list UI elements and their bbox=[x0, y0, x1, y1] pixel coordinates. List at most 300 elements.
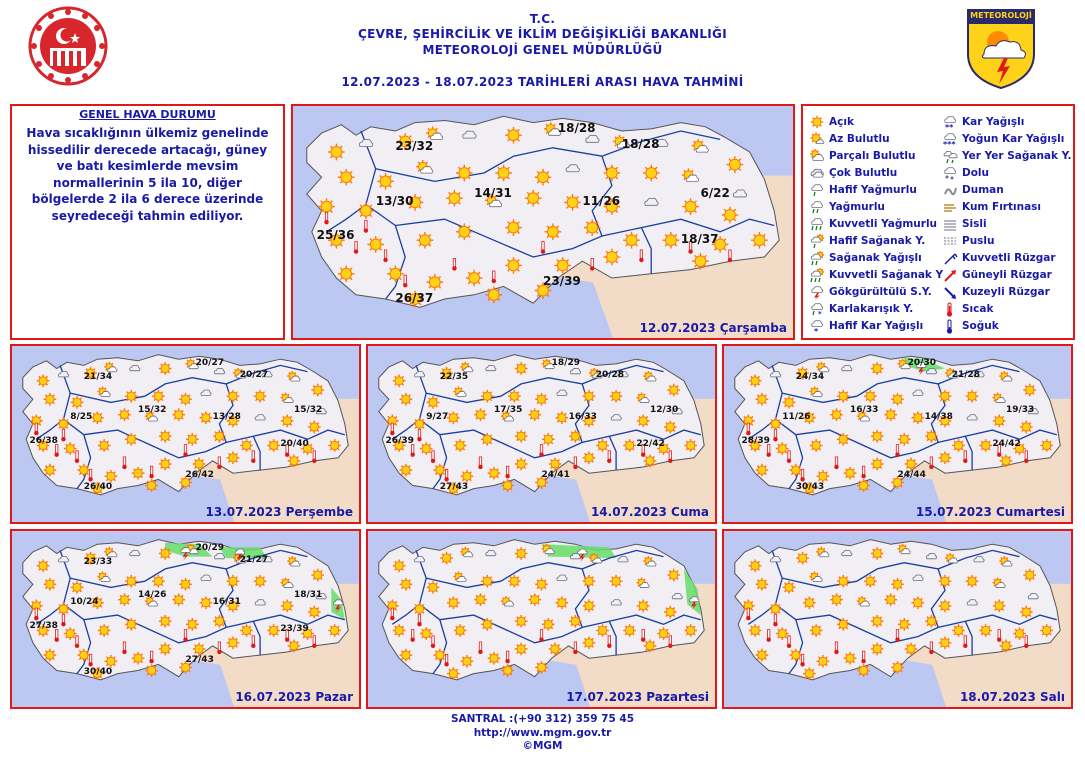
legend-item-label: Sisli bbox=[962, 217, 987, 230]
sun-icon bbox=[77, 464, 90, 477]
meteoroloji-logo-icon bbox=[966, 8, 1036, 90]
sun-icon bbox=[644, 455, 657, 468]
sun-icon bbox=[64, 442, 77, 455]
hot-icon bbox=[1024, 451, 1028, 463]
light-shower-icon bbox=[809, 233, 825, 249]
legend-item bbox=[942, 113, 1072, 130]
temperature-label: 16/33 bbox=[850, 405, 879, 416]
temperature-label: 21/28 bbox=[951, 370, 981, 381]
sun-icon bbox=[213, 615, 226, 628]
sun-icon bbox=[637, 599, 650, 612]
sun-icon bbox=[979, 624, 992, 637]
sun-icon bbox=[515, 547, 528, 560]
sun-icon bbox=[939, 599, 952, 612]
temperature-label: 23/32 bbox=[395, 139, 434, 154]
legend-item-label: Kuvvetli Rüzgar bbox=[962, 251, 1056, 264]
sun-icon bbox=[288, 455, 301, 468]
legend-item-label: Duman bbox=[962, 183, 1004, 196]
sun-icon bbox=[179, 393, 192, 406]
sun-icon bbox=[796, 552, 809, 565]
sun-icon bbox=[884, 593, 897, 606]
sun-icon bbox=[817, 470, 830, 483]
sun-icon bbox=[871, 458, 884, 471]
sun-icon bbox=[159, 547, 172, 560]
legend-item-label: Soğuk bbox=[962, 319, 999, 332]
sun-icon bbox=[966, 575, 979, 588]
sun-icon bbox=[535, 169, 552, 186]
sun-icon bbox=[400, 464, 413, 477]
sun-icon bbox=[542, 618, 555, 631]
sun-small-cloud-icon bbox=[809, 131, 825, 147]
sun-icon bbox=[474, 408, 487, 421]
sun-icon bbox=[159, 458, 172, 471]
sun-icon bbox=[871, 430, 884, 443]
general-weather-text: Hava sıcaklığının ülkemiz genelinde hissedilir derecede artacağı, güney ve batı kesimlerde mevsim normallerinin 5 ila 10, diğer bölgelerde 2 ila 6 derece üzerinde seyredeceği tahmin ediliyor. bbox=[26, 126, 269, 223]
sun-icon bbox=[891, 393, 904, 406]
sun-icon bbox=[98, 439, 111, 452]
sun-icon bbox=[939, 390, 952, 403]
legend-item-label: Hafif Kar Yağışlı bbox=[829, 319, 924, 332]
legend-item-label: Güneyli Rüzgar bbox=[962, 268, 1052, 281]
sun-icon bbox=[426, 274, 443, 291]
hot-icon bbox=[478, 642, 482, 654]
sun-icon bbox=[105, 655, 118, 668]
sun-icon bbox=[871, 547, 884, 560]
temperature-label: 15/32 bbox=[138, 405, 167, 416]
sun-icon bbox=[837, 433, 850, 446]
legend-item bbox=[942, 317, 1072, 334]
sun-icon bbox=[311, 569, 324, 582]
legend-item bbox=[942, 266, 1072, 283]
hot-icon bbox=[607, 451, 611, 463]
temperature-label: 13/30 bbox=[375, 194, 414, 208]
hot-icon bbox=[997, 630, 1001, 642]
turkey-map bbox=[724, 531, 1071, 707]
legend-item-label: Kuvvetli Yağmurlu bbox=[829, 217, 938, 230]
hot-icon bbox=[539, 630, 543, 642]
sun-icon bbox=[159, 643, 172, 656]
sun-icon bbox=[756, 649, 769, 662]
hot-icon bbox=[746, 423, 750, 435]
general-weather-title: GENEL HAVA DURUMU bbox=[79, 108, 216, 121]
temperature-label: 26/37 bbox=[395, 290, 434, 305]
hot-icon bbox=[539, 445, 543, 457]
hot-icon bbox=[929, 457, 933, 469]
sun-icon bbox=[939, 451, 952, 464]
sun-icon bbox=[474, 593, 487, 606]
sun-icon bbox=[481, 575, 494, 588]
sun-icon bbox=[159, 430, 172, 443]
temperature-label: 23/39 bbox=[543, 273, 581, 288]
sun-icon bbox=[596, 439, 609, 452]
sun-icon bbox=[328, 624, 341, 637]
sun-icon bbox=[440, 552, 453, 565]
sun-icon bbox=[172, 408, 185, 421]
sun-icon bbox=[125, 433, 138, 446]
sun-icon bbox=[604, 165, 621, 182]
sun-icon bbox=[240, 439, 253, 452]
sun-icon bbox=[623, 439, 636, 452]
sun-icon bbox=[44, 393, 57, 406]
sun-icon bbox=[837, 390, 850, 403]
sun-icon bbox=[837, 618, 850, 631]
legend-item-label: Hafif Sağanak Y. bbox=[829, 234, 926, 247]
sun-icon bbox=[891, 661, 904, 674]
temperature-label: 14/38 bbox=[924, 411, 953, 422]
header-directorate: METEOROLOJİ GENEL MÜDÜRLÜĞÜ bbox=[422, 43, 663, 57]
sun-icon bbox=[508, 575, 521, 588]
temperature-label: 11/26 bbox=[582, 194, 621, 208]
snow-icon bbox=[942, 114, 958, 130]
sun-icon bbox=[644, 640, 657, 653]
sun-icon bbox=[456, 223, 473, 240]
hot-icon bbox=[787, 451, 791, 463]
svg-text:**: ** bbox=[945, 122, 954, 130]
hot-icon bbox=[444, 654, 448, 666]
sun-icon bbox=[528, 408, 541, 421]
svg-text:***: *** bbox=[943, 139, 956, 147]
legend-item-label: Karlakarışık Y. bbox=[829, 302, 914, 315]
hot-icon bbox=[383, 250, 387, 262]
temperature-label: 28/39 bbox=[741, 436, 770, 447]
temperature-label: 19/33 bbox=[1005, 405, 1035, 416]
sun-icon bbox=[911, 411, 924, 424]
map-date-label: 18.07.2023 Salı bbox=[959, 690, 1065, 704]
legend-item-label: Sıcak bbox=[962, 302, 994, 315]
sun-icon bbox=[667, 384, 680, 397]
temperature-label: 18/37 bbox=[680, 231, 719, 246]
header-date-range: 12.07.2023 - 18.07.2023 TARİHLERİ ARASI HAVA TAHMİNİ bbox=[341, 75, 744, 89]
temperature-label: 27/43 bbox=[185, 655, 214, 666]
hot-icon bbox=[88, 469, 92, 481]
hot-icon bbox=[417, 614, 421, 626]
hot-icon bbox=[431, 636, 435, 648]
sun-icon bbox=[776, 627, 789, 640]
sun-icon bbox=[1040, 624, 1053, 637]
sun-icon bbox=[682, 198, 699, 215]
legend-item bbox=[809, 232, 943, 249]
sun-icon bbox=[193, 458, 206, 471]
sun-icon bbox=[125, 618, 138, 631]
sun-icon bbox=[542, 433, 555, 446]
sun-icon bbox=[657, 627, 670, 640]
heavy-shower-icon bbox=[809, 267, 825, 283]
sun-icon bbox=[387, 265, 404, 282]
sun-icon bbox=[125, 390, 138, 403]
sun-icon bbox=[358, 202, 375, 219]
hot-icon bbox=[773, 614, 777, 626]
sun-icon bbox=[377, 173, 394, 190]
legend-item-label: Kuzeyli Rüzgar bbox=[962, 285, 1050, 298]
hot-icon bbox=[800, 654, 804, 666]
temperature-label: 24/44 bbox=[897, 470, 926, 481]
temperature-label: 18/28 bbox=[621, 137, 660, 152]
sun-icon bbox=[535, 661, 548, 674]
temperature-label: 21/27 bbox=[239, 555, 269, 566]
map-panel-day1 bbox=[10, 344, 361, 524]
footer-website[interactable]: http://www.mgm.gov.tr bbox=[473, 726, 612, 739]
sun-icon bbox=[454, 624, 467, 637]
sun-icon bbox=[98, 624, 111, 637]
sun-icon bbox=[769, 603, 782, 616]
rain-icon bbox=[809, 199, 825, 215]
hot-icon bbox=[861, 466, 865, 478]
sun-icon bbox=[193, 643, 206, 656]
legend-item-label: Gökgürültülü S.Y. bbox=[829, 285, 932, 298]
sun-icon bbox=[172, 593, 185, 606]
svg-text:*: * bbox=[818, 309, 822, 317]
temperature-label: 14/26 bbox=[138, 590, 167, 601]
hot-icon bbox=[1024, 636, 1028, 648]
temperature-label: 26/38 bbox=[29, 436, 58, 447]
temperature-label: 26/40 bbox=[83, 482, 113, 493]
legend-item bbox=[809, 249, 943, 266]
legend-item bbox=[809, 164, 943, 181]
sun-icon bbox=[756, 578, 769, 591]
sun-icon bbox=[367, 236, 384, 253]
hot-icon bbox=[668, 451, 672, 463]
hot-icon bbox=[505, 466, 509, 478]
footer-copyright: ©MGM bbox=[522, 740, 563, 752]
legend-item bbox=[809, 147, 943, 164]
sun-icon bbox=[545, 223, 562, 240]
legend-item-label: Kum Fırtınası bbox=[962, 200, 1042, 213]
sun-icon bbox=[132, 652, 145, 665]
legend-item bbox=[809, 266, 943, 283]
hot-icon bbox=[410, 445, 414, 457]
sun-icon bbox=[488, 467, 501, 480]
sun-icon bbox=[535, 578, 548, 591]
hot-icon bbox=[183, 445, 187, 457]
sun-icon bbox=[830, 593, 843, 606]
turkey-map bbox=[293, 106, 793, 338]
legend-item bbox=[942, 232, 1072, 249]
sun-icon bbox=[528, 593, 541, 606]
sun-icon bbox=[891, 578, 904, 591]
legend-item bbox=[809, 130, 943, 147]
sun-icon bbox=[481, 390, 494, 403]
sun-icon bbox=[884, 408, 897, 421]
sun-icon bbox=[1040, 439, 1053, 452]
hot-icon bbox=[149, 651, 153, 663]
sun-icon bbox=[643, 165, 660, 182]
sun-icon bbox=[1000, 640, 1013, 653]
sun-icon bbox=[461, 470, 474, 483]
sun-icon bbox=[864, 575, 877, 588]
hot-icon bbox=[895, 630, 899, 642]
temperature-label: 18/31 bbox=[293, 590, 323, 601]
sun-icon bbox=[186, 618, 199, 631]
hot-icon bbox=[590, 258, 594, 270]
hot-icon bbox=[639, 250, 643, 262]
legend-item bbox=[942, 300, 1072, 317]
temperature-label: 24/41 bbox=[541, 470, 570, 481]
sun-icon bbox=[488, 652, 501, 665]
hot-icon bbox=[251, 636, 255, 648]
sun-icon bbox=[871, 615, 884, 628]
sun-icon bbox=[240, 624, 253, 637]
map-panel-day5 bbox=[366, 529, 717, 709]
sun-icon bbox=[692, 253, 709, 270]
sun-icon bbox=[400, 393, 413, 406]
sun-icon bbox=[145, 664, 158, 677]
hot-icon bbox=[746, 608, 750, 620]
sun-cloud-icon bbox=[809, 148, 825, 164]
temperature-label: 9/27 bbox=[426, 411, 449, 422]
temperature-label: 20/27 bbox=[239, 370, 269, 381]
legend-item bbox=[809, 283, 943, 300]
map-date-label: 12.07.2023 Çarşamba bbox=[639, 321, 787, 335]
heavy-snow-icon bbox=[942, 131, 958, 147]
sun-icon bbox=[857, 479, 870, 492]
temperature-label: 13/28 bbox=[212, 411, 241, 422]
sun-icon bbox=[979, 439, 992, 452]
temperature-label: 27/43 bbox=[439, 482, 469, 493]
temperature-label: 20/29 bbox=[195, 542, 224, 553]
temperature-label: 26/39 bbox=[385, 436, 414, 447]
map-date-label: 15.07.2023 Cumartesi bbox=[915, 505, 1065, 519]
hot-icon bbox=[403, 275, 407, 287]
sun-icon bbox=[44, 464, 57, 477]
temperature-label: 18/28 bbox=[557, 120, 596, 135]
sun-icon bbox=[413, 603, 426, 616]
temperature-label: 16/31 bbox=[212, 596, 241, 607]
sun-icon bbox=[610, 575, 623, 588]
sun-icon bbox=[254, 390, 267, 403]
sun-icon bbox=[179, 578, 192, 591]
sun-icon bbox=[77, 649, 90, 662]
footer-phone: SANTRAL :(+90 312) 359 75 45 bbox=[450, 713, 635, 725]
sun-icon bbox=[952, 624, 965, 637]
sun-icon bbox=[267, 439, 280, 452]
temperature-label: 17/35 bbox=[494, 405, 523, 416]
sun-icon bbox=[57, 603, 70, 616]
sun-icon bbox=[584, 219, 601, 236]
temperature-label: 20/27 bbox=[195, 357, 224, 368]
hot-icon bbox=[217, 642, 221, 654]
sun-icon bbox=[400, 649, 413, 662]
legend-item bbox=[942, 249, 1072, 266]
haze-icon bbox=[942, 233, 958, 249]
sun-icon bbox=[810, 439, 823, 452]
legend-item bbox=[942, 164, 1072, 181]
sun-icon bbox=[159, 615, 172, 628]
sun-icon bbox=[939, 575, 952, 588]
temperature-label: 14/31 bbox=[474, 185, 512, 200]
sun-icon bbox=[311, 384, 324, 397]
sun-icon bbox=[844, 467, 857, 480]
sun-icon bbox=[37, 559, 50, 572]
sun-icon bbox=[783, 396, 796, 409]
hot-icon bbox=[773, 429, 777, 441]
hot-icon bbox=[122, 642, 126, 654]
sun-icon bbox=[830, 408, 843, 421]
sun-icon bbox=[227, 636, 240, 649]
sun-icon bbox=[623, 232, 640, 249]
map-date-label: 16.07.2023 Pazar bbox=[235, 690, 353, 704]
hot-icon bbox=[492, 271, 496, 283]
hot-icon bbox=[478, 457, 482, 469]
hot-icon bbox=[54, 445, 58, 457]
sun-icon bbox=[817, 655, 830, 668]
hot-icon bbox=[787, 636, 791, 648]
sun-icon bbox=[308, 606, 321, 619]
hot-icon bbox=[312, 451, 316, 463]
sun-icon bbox=[461, 655, 474, 668]
sun-icon bbox=[623, 624, 636, 637]
sun-icon bbox=[227, 575, 240, 588]
sun-icon bbox=[267, 624, 280, 637]
temperature-label: 30/43 bbox=[795, 482, 825, 493]
hot-icon bbox=[766, 630, 770, 642]
sun-icon bbox=[803, 667, 816, 680]
sun-icon bbox=[420, 627, 433, 640]
hot-icon bbox=[390, 423, 394, 435]
turkey-map bbox=[368, 346, 715, 522]
map-panel-day3 bbox=[722, 344, 1073, 524]
light-snow-icon bbox=[809, 318, 825, 334]
legend-item bbox=[942, 130, 1072, 147]
sun-icon bbox=[515, 430, 528, 443]
sun-icon bbox=[447, 596, 460, 609]
temperature-label: 25/36 bbox=[316, 227, 355, 242]
sun-icon bbox=[132, 467, 145, 480]
footer bbox=[0, 713, 1085, 754]
temperature-label: 23/39 bbox=[280, 624, 309, 635]
sun-icon bbox=[481, 433, 494, 446]
sun-icon bbox=[1020, 606, 1033, 619]
sun-icon bbox=[501, 664, 514, 677]
sun-icon bbox=[555, 411, 568, 424]
hot-icon bbox=[217, 457, 221, 469]
sun-icon bbox=[604, 249, 621, 266]
hot-icon bbox=[573, 642, 577, 654]
turkey-map bbox=[12, 346, 359, 522]
sun-icon bbox=[898, 433, 911, 446]
sun-icon bbox=[152, 575, 165, 588]
sun-icon bbox=[44, 578, 57, 591]
sun-icon bbox=[427, 581, 440, 594]
temperature-label: 22/35 bbox=[439, 371, 469, 382]
turkey-map bbox=[724, 346, 1071, 522]
sun-icon bbox=[857, 664, 870, 677]
map-date-label: 13.07.2023 Perşembe bbox=[205, 505, 353, 519]
legend-item-label: Kuvvetli Sağanak Y bbox=[829, 268, 944, 281]
hot-icon bbox=[88, 654, 92, 666]
sun-icon bbox=[925, 430, 938, 443]
sun-icon bbox=[281, 414, 294, 427]
sun-icon bbox=[751, 232, 768, 249]
hot-icon bbox=[800, 469, 804, 481]
sun-icon bbox=[1000, 455, 1013, 468]
sun-icon bbox=[871, 643, 884, 656]
sun-icon bbox=[803, 596, 816, 609]
sun-icon bbox=[508, 390, 521, 403]
temperature-label: 26/42 bbox=[185, 470, 214, 481]
legend-item bbox=[809, 113, 943, 130]
hot-icon bbox=[61, 429, 65, 441]
legend-item-label: Yağmurlu bbox=[829, 200, 885, 213]
sun-icon bbox=[789, 649, 802, 662]
hot-icon bbox=[444, 469, 448, 481]
sun-icon bbox=[118, 593, 131, 606]
map-panel-day6 bbox=[722, 529, 1073, 709]
sun-icon bbox=[254, 575, 267, 588]
sun-icon bbox=[898, 618, 911, 631]
turkey-map bbox=[368, 531, 715, 707]
temperature-label: 18/29 bbox=[551, 357, 580, 368]
legend-item-label: Kar Yağışlı bbox=[962, 115, 1025, 128]
